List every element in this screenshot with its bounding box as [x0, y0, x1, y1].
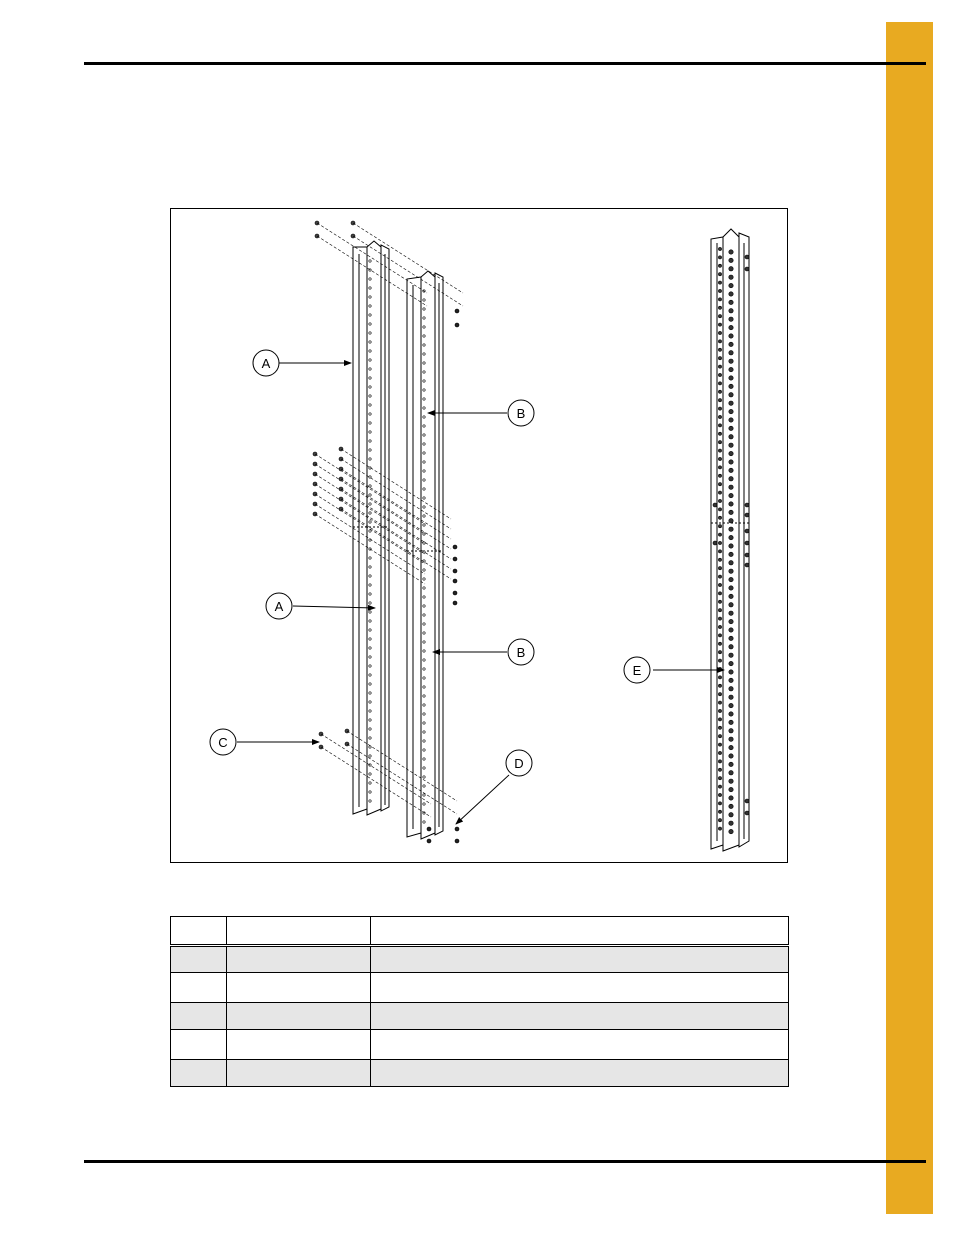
leader-d: [456, 775, 509, 824]
header-rule: [84, 62, 926, 65]
cell-ref: [171, 973, 227, 1003]
parts-table: [170, 916, 789, 1087]
cell-description: [371, 1030, 789, 1060]
cell-ref: [171, 1060, 227, 1087]
cell-description: [371, 1060, 789, 1087]
cell-description: [371, 1003, 789, 1030]
table-row: [171, 973, 789, 1003]
assembly-drawing: [171, 209, 787, 862]
footer-rule: [84, 1160, 926, 1163]
cell-part-number: [227, 973, 371, 1003]
cell-part-number: [227, 1060, 371, 1087]
assembly-figure: [170, 208, 788, 863]
callout-c-label: C: [218, 735, 228, 750]
callout-a-upper-label: A: [261, 356, 271, 371]
header-description: [371, 917, 789, 946]
cell-description: [371, 946, 789, 973]
side-tab: [886, 22, 933, 1214]
cell-ref: [171, 1003, 227, 1030]
cell-part-number: [227, 946, 371, 973]
table-row: [171, 1003, 789, 1030]
header-ref: [171, 917, 227, 946]
post-b: [407, 271, 443, 839]
table-row: [171, 946, 789, 973]
cell-ref: [171, 946, 227, 973]
parts-table-header: [171, 917, 789, 946]
cell-description: [371, 973, 789, 1003]
callout-d-label: D: [514, 756, 524, 771]
cell-part-number: [227, 1030, 371, 1060]
cell-ref: [171, 1030, 227, 1060]
callout-b-upper-label: B: [516, 406, 526, 421]
callout-e-label: E: [632, 663, 642, 678]
table-row: [171, 1060, 789, 1087]
header-part-number: [227, 917, 371, 946]
cell-part-number: [227, 1003, 371, 1030]
table-row: [171, 1030, 789, 1060]
callout-b-lower-label: B: [516, 645, 526, 660]
callout-a-lower-label: A: [274, 599, 284, 614]
